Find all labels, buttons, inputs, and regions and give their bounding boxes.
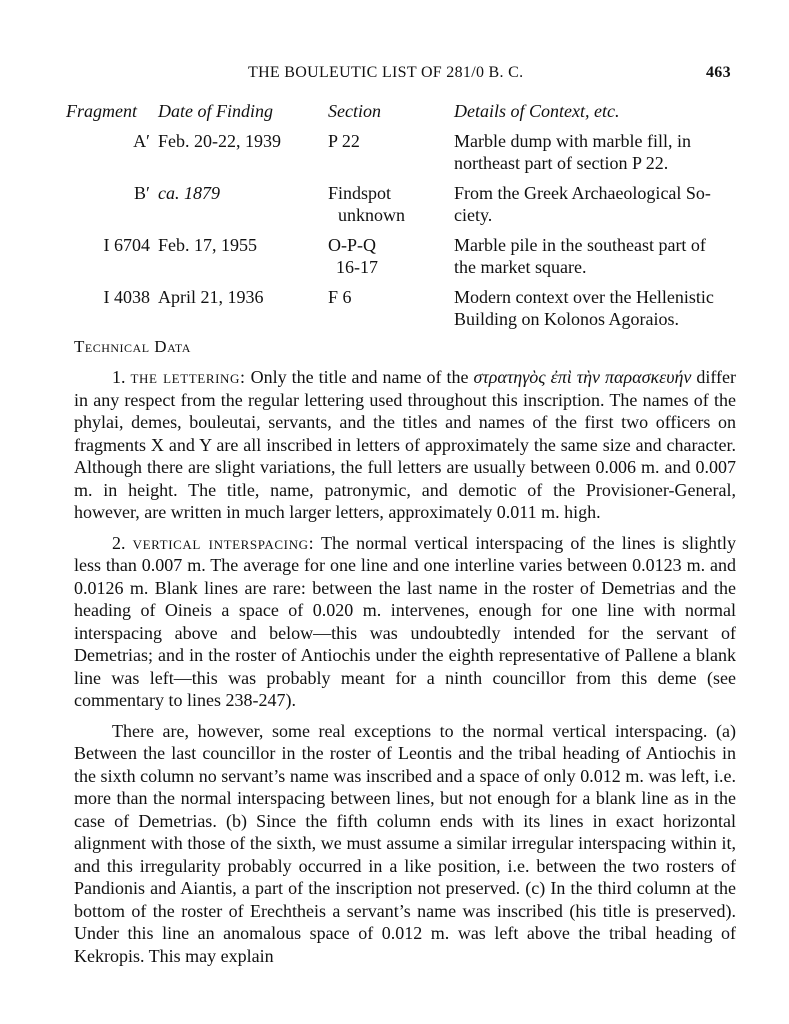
date-cell: Feb. 17, 1955: [158, 235, 257, 255]
details-line: northeast part of section P 22.: [454, 153, 669, 173]
paragraph-number: 1.: [112, 367, 126, 387]
table-row: [66, 234, 744, 286]
section-cell: [328, 130, 454, 182]
running-head: [0, 64, 789, 84]
section-cell: [328, 234, 454, 286]
paragraph-label: vertical interspacing:: [132, 532, 315, 553]
column-header: Fragment: [66, 101, 137, 121]
paragraph-text: differ in any respect from the regular lettering used throughout this inscription. The names of the phylai, demes, bouleutai, servants, and the titles and names of the first two officers on fragments X and Y are all inscribed in letters of approximately the same size and character. Although there are slight variations, the full letters are usually between 0.006 m. and 0.007 m. in height. The title, name, patronymic, and demotic of the Provisioner-General, however, are written in much larger letters, approximately 0.011 m. high.: [74, 367, 737, 522]
details-line: ciety.: [454, 205, 493, 225]
date-cell: April 21, 1936: [158, 287, 264, 307]
greek-phrase: στρατηγὸς ἐπὶ τὴν παρασκευήν: [473, 367, 692, 387]
section-cell: [328, 182, 454, 234]
section-line: Findspot: [328, 183, 392, 203]
table-row: [66, 130, 744, 182]
section-cell: [328, 286, 454, 338]
table-header-row: [66, 100, 744, 130]
column-header: Date of Finding: [158, 101, 273, 121]
section-line: P 22: [328, 131, 360, 151]
paragraph-text: There are, however, some real exceptions to the normal vertical interspacing. (a) Between the last councillor in the roster of Leontis and the tribal heading of Antiochis in the sixth column no servant’s name was inscribed and a space of only 0.012 m. was left, i.e. more than the normal interspacing between lines, but not enough for a blank line as in the case of Demetrias. (b) Since the fifth column ends with its lines in exact horizontal alignment with those of the sixth, we must assume a similar irregular interspacing within it, and this irregularity probably occurred in a like position, i.e. between the two rosters of Pandionis and Aiantis, a part of the inscription not preserved. (c) In the third column at the bottom of the roster of Erechtheis a servant’s name was inscribed (his title is preserved). Under this line an anomalous space of 0.012 m. was left above the tribal heading of Kekropis. This may explain: [74, 720, 736, 966]
section-heading: Technical Data: [74, 337, 191, 356]
paragraph-number: 2.: [112, 532, 126, 553]
paragraph-text: Only the title and name of the: [250, 367, 469, 387]
details-line: the market square.: [454, 257, 587, 277]
details-line: From the Greek Archaeological So-: [454, 183, 711, 203]
paragraph-exceptions: [74, 720, 736, 968]
fragment-cell: B′: [134, 183, 150, 203]
details-cell: [454, 286, 744, 338]
fragment-table: [66, 100, 744, 338]
column-header: Details of Context, etc.: [454, 101, 620, 121]
date-text: ca. 1879: [158, 183, 220, 203]
paragraph-interspacing: [74, 532, 736, 712]
body-text: [74, 366, 736, 975]
section-line: O-P-Q: [328, 235, 376, 255]
details-line: Marble dump with marble fill, in: [454, 131, 691, 151]
paragraph-text: The normal vertical interspacing of the lines is slightly less than 0.007 m. The average for one line and one interline varies between 0.0123 m. and 0.0126 m. Blank lines are rare: between the last name in the roster of Demetrias and the heading of Oineis a space of 0.020 m. intervenes, enough for one line with normal interspacing above and below—this was undoubtedly intended for the servant of Demetrias; and in the roster of Antiochis under the eighth representative of Pallene a blank line was left—this was probably meant for a ninth councillor from this deme (see commentary to lines 238-247).: [74, 532, 736, 710]
paragraph-lettering: [74, 366, 736, 524]
date-cell: Feb. 20-22, 1939: [158, 131, 281, 151]
section-line: unknown: [338, 205, 405, 225]
details-line: Modern context over the Hellenistic: [454, 287, 714, 307]
page-number: 463: [706, 64, 731, 81]
fragment-cell: A′: [133, 131, 150, 151]
fragment-cell: I 6704: [103, 235, 150, 255]
table-row: [66, 286, 744, 338]
table-row: [66, 182, 744, 234]
paragraph-label: the lettering:: [130, 367, 246, 387]
details-cell: [454, 130, 744, 182]
date-cell: [158, 182, 328, 234]
section-line: 16-17: [336, 257, 378, 277]
details-line: Marble pile in the southeast part of: [454, 235, 706, 255]
section-line: F 6: [328, 287, 352, 307]
details-cell: [454, 182, 744, 234]
running-title: THE BOULEUTIC LIST OF 281/0 B. C.: [248, 64, 524, 81]
fragment-cell: I 4038: [103, 287, 150, 307]
details-cell: [454, 234, 744, 286]
details-line: Building on Kolonos Agoraios.: [454, 309, 680, 329]
column-header: Section: [328, 101, 381, 121]
